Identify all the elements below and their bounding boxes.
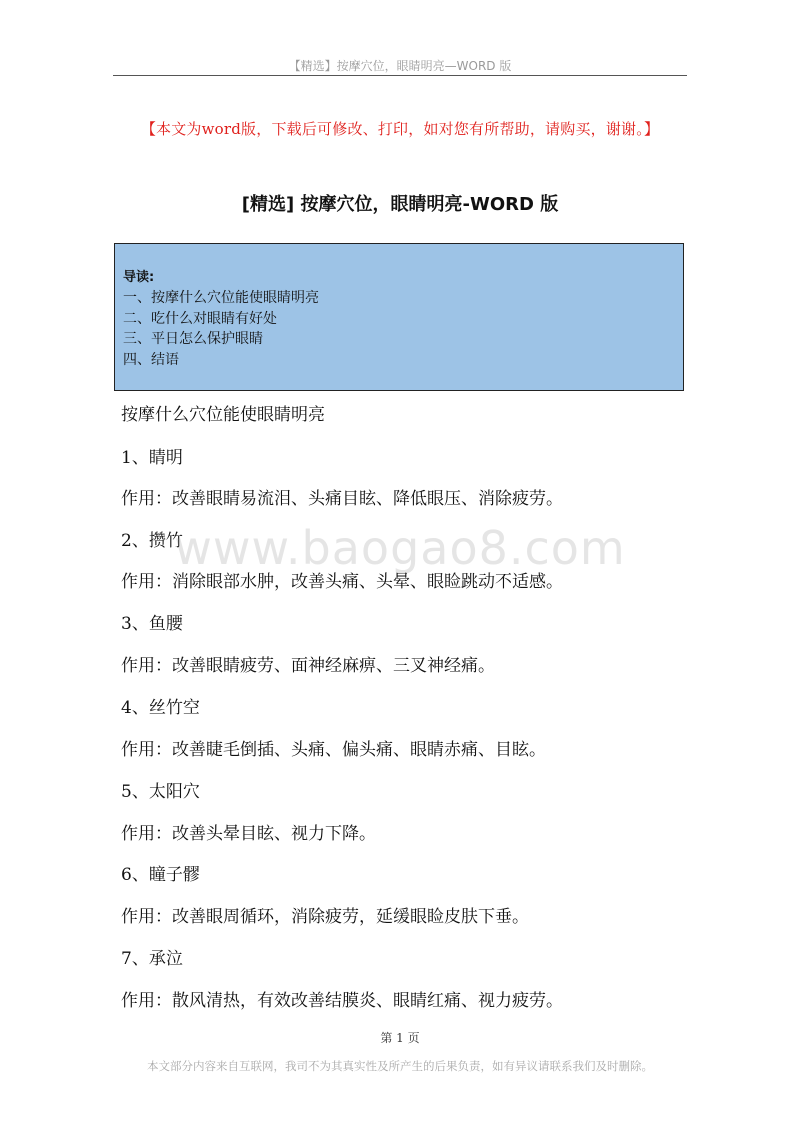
- guide-item-1: 一、按摩什么穴位能使眼睛明亮: [123, 290, 319, 306]
- point-name-7: 7、承泣: [121, 949, 183, 969]
- point-name-1: 1、睛明: [121, 448, 183, 468]
- guide-item-2: 二、吃什么对眼睛有好处: [123, 310, 277, 327]
- point-effect-4: 作用：改善睫毛倒插、头痛、偏头痛、眼睛赤痛、目眩。: [121, 740, 546, 760]
- point-effect-2: 作用：消除眼部水肿，改善头痛、头晕、眼睑跳动不适感。: [121, 572, 563, 592]
- section-heading: 按摩什么穴位能使眼睛明亮: [121, 405, 325, 425]
- point-name-6: 6、瞳子髎: [121, 865, 200, 885]
- guide-box: [114, 243, 684, 391]
- page-number: 第 1 页: [380, 1031, 420, 1045]
- point-name-2: 2、攒竹: [121, 531, 183, 551]
- document-title: [精选] 按摩穴位，眼睛明亮-WORD 版: [241, 194, 559, 215]
- point-name-4: 4、丝竹空: [121, 698, 200, 718]
- point-effect-5: 作用：改善头晕目眩、视力下降。: [121, 824, 376, 844]
- purchase-notice: 【本文为word版，下载后可修改、打印，如对您有所帮助，请购买，谢谢。】: [140, 120, 660, 138]
- running-header: 【精选】按摩穴位，眼睛明亮—WORD 版: [288, 59, 512, 73]
- guide-item-4: 四、结语: [123, 351, 179, 368]
- header-divider: [113, 75, 687, 76]
- point-effect-1: 作用：改善眼睛易流泪、头痛目眩、降低眼压、消除疲劳。: [121, 489, 563, 509]
- point-name-3: 3、鱼腰: [121, 614, 183, 634]
- point-name-5: 5、太阳穴: [121, 782, 200, 802]
- point-effect-7: 作用：散风清热，有效改善结膜炎、眼睛红痛、视力疲劳。: [121, 991, 563, 1011]
- guide-item-3: 三、平日怎么保护眼睛: [123, 331, 263, 347]
- watermark: www.baogao8.com: [174, 521, 626, 575]
- footer-disclaimer: 本文部分内容来自互联网，我司不为其真实性及所产生的后果负责，如有异议请联系我们及时删除。: [147, 1059, 653, 1073]
- point-effect-6: 作用：改善眼周循环，消除疲劳，延缓眼睑皮肤下垂。: [121, 907, 529, 927]
- point-effect-3: 作用：改善眼睛疲劳、面神经麻痹、三叉神经痛。: [121, 656, 495, 676]
- guide-label: 导读:: [123, 270, 155, 285]
